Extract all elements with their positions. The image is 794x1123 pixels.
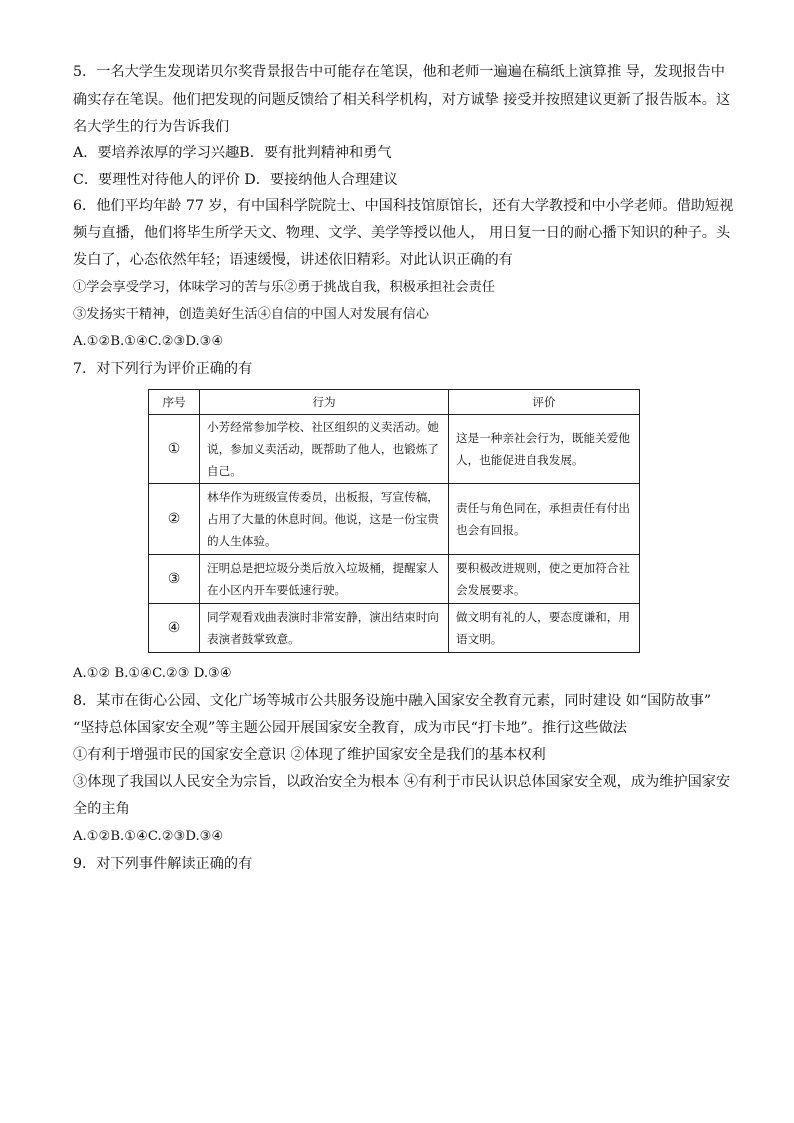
q6-stem-line2: 频与直播，他们将毕生所学天文、物理、文学、美学等授以他人， 用日复一日的耐心播下知识的种子。头 [73,225,731,241]
q6-items-34: ③发扬实干精神，创造美好生活④自信的中国人对发展有信心 [73,307,430,322]
q6-items-12: ①学会享受学习，体味学习的苦与乐②勇于挑战自我，积极承担社会责任 [73,280,495,295]
table-row [149,415,640,484]
row-eval: 这是一种亲社会行为，既能关爱他人，也能促进自我发展。 [449,415,640,484]
q8-stem-line2: “坚持总体国家安全观”等主题公园开展国家安全教育，成为市民“打卡地”。推行这些做法 [73,720,627,736]
q8-items-34-line2: 全的主角 [73,801,130,817]
header-act: 行为 [200,390,449,415]
header-no: 序号 [149,390,200,415]
q7-stem: 7．对下列行为评价正确的有 [73,361,253,377]
row-eval: 做文明有礼的人，要态度谦和，用语文明。 [449,604,640,653]
row-eval: 要积极改进规则，使之更加符合社会发展要求。 [449,555,640,604]
q6-stem-line3: 发白了，心态依然年轻；语速缓慢，讲述依旧精彩。对此认识正确的有 [73,252,513,268]
row-number: ② [149,484,200,555]
row-eval: 责任与角色同在，承担责任有付出也会有回报。 [449,484,640,555]
q8-items-34-line1: ③体现了我国以人民安全为宗旨，以政治安全为根本 ④有利于市民认识总体国家安全观，成为维护国家安 [73,774,731,790]
row-act: 同学观看戏曲表演时非常安静，演出结束时向表演者鼓掌致意。 [200,604,449,653]
q6-options: A.①②B.①④C.②③D.③④ [73,334,224,349]
row-act: 小芳经常参加学校、社区组织的义卖活动。她说，参加义卖活动，既帮助了他人，也锻炼了自己。 [200,415,449,484]
table-row [149,555,640,604]
q9-stem: 9．对下列事件解读正确的有 [73,856,253,872]
q6-stem-line1: 6．他们平均年龄 77 岁，有中国科学院院士、中国科技馆原馆长，还有大学教授和中小学老师。借助短视 [73,198,734,214]
row-act: 林华作为班级宣传委员，出板报，写宣传稿，占用了大量的休息时间。他说，这是一份宝贵的人生体验。 [200,484,449,555]
table-row [149,604,640,653]
q5-options-ab: A．要培养浓厚的学习兴趣B．要有批判精神和勇气 [73,145,392,161]
q5-options-cd: C．要理性对待他人的评价 D．要接纳他人合理建议 [73,172,398,188]
q5-stem-line2: 确实存在笔误。他们把发现的问题反馈给了相关科学机构，对方诚挚 接受并按照建议更新了报告版本。这 [73,92,731,108]
row-act: 汪明总是把垃圾分类后放入垃圾桶，提醒家人在小区内开车要低速行驶。 [200,555,449,604]
q5-stem-line3: 名大学生的行为告诉我们 [73,119,230,135]
q8-stem-line1: 8．某市在街心公园、文化广场等城市公共服务设施中融入国家安全教育元素，同时建设 如“国防故事” [73,693,712,709]
q7-table [148,389,640,653]
table-row [149,484,640,555]
q5-stem-line1: 5．一名大学生发现诺贝尔奖背景报告中可能存在笔误，他和老师一遍遍在稿纸上演算推 导，发现报告中 [73,64,725,80]
row-number: ③ [149,555,200,604]
header-eval: 评价 [449,390,640,415]
row-number: ① [149,415,200,484]
q8-options: A.①②B.①④C.②③D.③④ [73,829,224,844]
q8-items-12: ①有利于增强市民的国家安全意识 ②体现了维护国家安全是我们的基本权利 [73,747,546,763]
q7-options: A.①② B.①④C.②③ D.③④ [73,666,232,681]
table-header-row [149,390,640,415]
row-number: ④ [149,604,200,653]
